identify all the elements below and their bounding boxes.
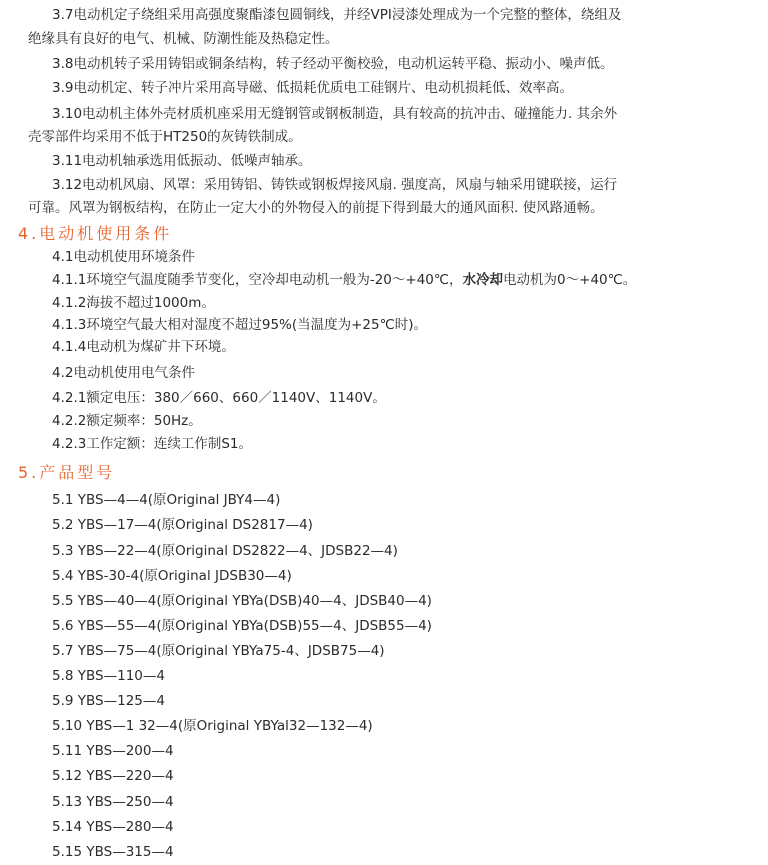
para-3-10-line2: 壳零部件均采用不低于HT250的灰铸铁制成。	[28, 129, 302, 145]
model-item: 5.6 YBS—55—4(原Original YBYa(DSB)55—4、JDSB55—4)	[52, 618, 432, 634]
elec-title: 4.2电动机使用电气条件	[52, 365, 195, 381]
model-item: 5.3 YBS—22—4(原Original DS2822—4、JDSB22—4)	[52, 543, 398, 559]
model-item: 5.8 YBS—110—4	[52, 668, 165, 684]
model-item: 5.2 YBS—17—4(原Original DS2817—4)	[52, 517, 313, 533]
para-3-7-line2: 绝缘具有良好的电气、机械、防潮性能及热稳定性。	[28, 31, 339, 47]
env-item-1-post: 电动机为0～+40℃。	[503, 272, 637, 288]
env-item-2: 4.1.2海拔不超过1000m。	[52, 295, 215, 311]
model-item: 5.1 YBS—4—4(原Original JBY4—4)	[52, 492, 281, 508]
model-item: 5.10 YBS—1 32—4(原Original YBYal32—132—4)	[52, 718, 373, 734]
env-item-4: 4.1.4电动机为煤矿井下环境。	[52, 339, 235, 355]
para-3-9: 3.9电动机定、转子冲片采用高导磁、低损耗优质电工硅钢片、电动机损耗低、效率高。	[52, 80, 573, 96]
model-item: 5.15 YBS—315—4	[52, 844, 174, 860]
section-5-heading: 5.产品型号	[18, 463, 116, 482]
model-item: 5.11 YBS—200—4	[52, 743, 174, 759]
para-3-12-line2: 可靠。风罩为钢板结构，在防止一定大小的外物侵入的前提下得到最大的通风面积. 使风路通畅。	[28, 200, 604, 216]
elec-item-2: 4.2.2额定频率：50Hz。	[52, 413, 202, 429]
elec-item-3: 4.2.3工作定额：连续工作制S1。	[52, 436, 253, 452]
model-item: 5.12 YBS—220—4	[52, 768, 174, 784]
model-item: 5.9 YBS—125—4	[52, 693, 165, 709]
env-item-1-bold: 水冷却	[462, 272, 504, 288]
env-item-1-pre: 4.1.1环境空气温度随季节变化，空冷却电动机一般为-20～+40℃，	[52, 272, 463, 288]
model-item: 5.14 YBS—280—4	[52, 819, 174, 835]
para-3-10-line1: 3.10电动机主体外壳材质机座采用无缝钢管或钢板制造，具有较高的抗冲击、碰撞能力. 其余外	[52, 106, 618, 122]
section-4-heading: 4.电动机使用条件	[18, 224, 173, 243]
env-item-3: 4.1.3环境空气最大相对湿度不超过95%(当温度为+25℃时)。	[52, 317, 428, 333]
model-item: 5.4 YBS-30-4(原Original JDSB30—4)	[52, 568, 292, 584]
model-item: 5.13 YBS—250—4	[52, 794, 174, 810]
env-item-1	[52, 271, 636, 289]
para-3-7-line1: 3.7电动机定子绕组采用高强度聚酯漆包圆铜线，并经VPI浸漆处理成为一个完整的整体，绕组及	[52, 7, 622, 23]
para-3-8: 3.8电动机转子采用铸铝或铜条结构，转子经动平衡校验，电动机运转平稳、振动小、噪声低。	[52, 56, 614, 72]
elec-item-1: 4.2.1额定电压：380／660、660／1140V、1140V。	[52, 390, 386, 406]
model-item: 5.7 YBS—75—4(原Original YBYa75-4、JDSB75—4)	[52, 643, 385, 659]
para-3-12-line1: 3.12电动机风扇、风罩：采用铸铝、铸铁或钢板焊接风扇. 强度高，风扇与轴采用键联接，运行	[52, 177, 618, 193]
env-title: 4.1电动机使用环境条件	[52, 249, 195, 265]
model-item: 5.5 YBS—40—4(原Original YBYa(DSB)40—4、JDSB40—4)	[52, 593, 432, 609]
para-3-11: 3.11电动机轴承选用低振动、低噪声轴承。	[52, 153, 312, 169]
